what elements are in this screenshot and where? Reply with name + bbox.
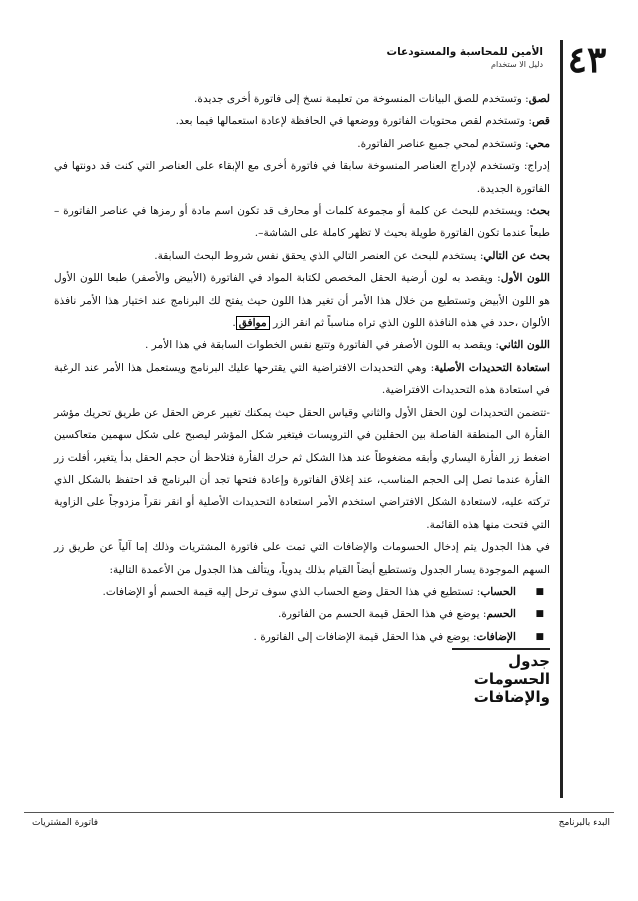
paragraph-paste [54, 88, 550, 110]
page-number: ٤٣ [567, 39, 607, 81]
square-bullet-icon: ■ [535, 631, 544, 642]
paragraph-first-color [54, 267, 550, 334]
paragraph-text: : وهي التحديدات الافتراضية التي يقترحها عليك البرنامج ويستعمل هذا الأمر عند الرغبة في استعادة هذه التحديدات الافتراضية. [54, 361, 550, 397]
term: قص [531, 115, 550, 128]
body-text [54, 88, 550, 648]
paragraph-text: إدراج: وتستخدم لإدراج العناصر المنسوخة سابقا في فاتورة أخرى مع الإبقاء على العناصر التي كنت قد دونتها في الفاتورة الجديدة. [54, 160, 550, 195]
term: الحسم [486, 608, 516, 621]
paragraph-search-next [54, 245, 550, 267]
paragraph-text: -تتضمن التحديدات لون الحقل الأول والثاني وقياس الحقل حيث يمكنك تغيير عرض الحقل عن طريق تحريك مؤشر الفأرة الى المنطقة الفاصلة بين الحقلين في الترويسات فيتغير شكل المؤشر ليصبح على شكل سهمين متعاكسين اضغط زر الفأرة اليساري وأبقه مضغوطاً عند هذا الشكل ثم حرك الفأرة فتلاحظ أن حجم الحقل بدأ يتغير، أفلت زر الفأرة عندما تصل إلى الحجم المناسب، عند إغلاق الفاتورة وإعادة فتحها تجد أن البرنامج قد احتفظ بالشكل الذي تركته عليه، لاستعادة الشكل الافتراضي استخدم الأمر استعادة التحديدات الأصلية أو انقر نقراً مزدوجاً على الزاوية التي فتحت منها هذه القائمة. [54, 406, 550, 531]
paragraph-second-color [54, 334, 550, 356]
term: الحساب [480, 585, 516, 598]
running-subtitle: دليل الا ستخدام [491, 60, 543, 69]
square-bullet-icon: ■ [535, 586, 544, 597]
paragraph-insert [54, 155, 550, 200]
paragraph-text-end: . [232, 317, 236, 330]
list-item-text: : يوضع في هذا الحقل قيمة الإضافات إلى الفاتورة . [253, 630, 477, 643]
paragraph-text: : ويستخدم للبحث عن كلمة أو مجموعة كلمات أو محارف قد تكون اسم مادة أو رمزها في عناصر الفاتورة – طبعاً عندما تكون الفاتورة طويلة بحيث لا تظهر كاملة على الشاشة–. [54, 205, 550, 240]
running-title: الأمين للمحاسبة والمستودعات [386, 46, 543, 58]
term: محي [528, 137, 550, 150]
list-item-text: : يوضع في هذا الحقل قيمة الحسم من الفاتورة. [278, 608, 487, 621]
paragraph-erase [54, 133, 550, 155]
list-item [54, 581, 544, 603]
term: استعادة التحديدات الأصلية [434, 361, 550, 374]
paragraph-restore-defaults [54, 357, 550, 402]
footer-section: البدء بالبرنامج [558, 818, 610, 828]
term: بحث عن التالي [483, 249, 550, 262]
term: اللون الثاني [499, 339, 550, 352]
columns-list [54, 581, 550, 648]
list-item [54, 626, 544, 648]
paragraph-cut [54, 110, 550, 132]
paragraph-text: : وتستخدم لمحي جميع عناصر الفاتورة. [357, 137, 529, 150]
term: اللون الأول [500, 272, 550, 285]
footer-chapter: فاتورة المشتريات [32, 818, 98, 828]
paragraph-text: : ويقصد به لون أرضية الحقل المخصص لكتابة المواد في الفاتورة (الأبيض والأصفر) طبعا اللون الأول هو اللون الأبيض وتستطيع من خلال هذا الأمر أن تغير هذا اللون حيث يفتح لك البرنامج عند اختيار هذا الأمر نافذة الألوان ،حدد في هذه النافذة اللون الذي تراه مناسباً ثم انقر الزر [54, 272, 550, 330]
ok-button-reference: موافق [236, 316, 270, 330]
paragraph-text: : وتستخدم للصق البيانات المنسوخة من تعليمة نسخ إلى فاتورة أخرى جديدة. [194, 93, 529, 105]
paragraph-text: : ويقصد به اللون الأصفر في الفاتورة وتتبع نفس الخطوات السابقة في هذا الأمر . [144, 339, 499, 352]
paragraph-text: : يستخدم للبحث عن العنصر التالي الذي يحقق نفس شروط البحث السابقة. [154, 249, 484, 262]
list-item-text: : تستطيع في هذا الحقل وضع الحساب الذي سوف ترحل إليه قيمة الحسم أو الإضافات. [102, 585, 481, 598]
paragraph-text: : وتستخدم لقص محتويات الفاتورة ووضعها في الحافظة لإعادة استعمالها فيما بعد. [175, 115, 532, 128]
paragraph-search [54, 200, 550, 245]
running-header [387, 46, 543, 69]
term: الإضافات [476, 630, 516, 643]
section-side-heading: جدول الحسومات والإضافات [452, 648, 550, 706]
term: لصق [528, 93, 550, 105]
paragraph-text: في هذا الجدول يتم إدخال الحسومات والإضافات التي تمت على فاتورة المشتريات وذلك إما آلياً عن طريق زر السهم الموجودة يسار الجدول وتستطيع أيضاً القيام بذلك يدوياً، ويتألف هذا الجدول من الأعمدة التالية: [54, 541, 550, 576]
paragraph-discounts-table [54, 536, 550, 581]
margin-rule [560, 40, 563, 798]
square-bullet-icon: ■ [535, 609, 544, 620]
paragraph-defaults-details [54, 402, 550, 536]
term: بحث [529, 205, 550, 218]
footer-rule [24, 812, 614, 813]
list-item [54, 603, 544, 625]
